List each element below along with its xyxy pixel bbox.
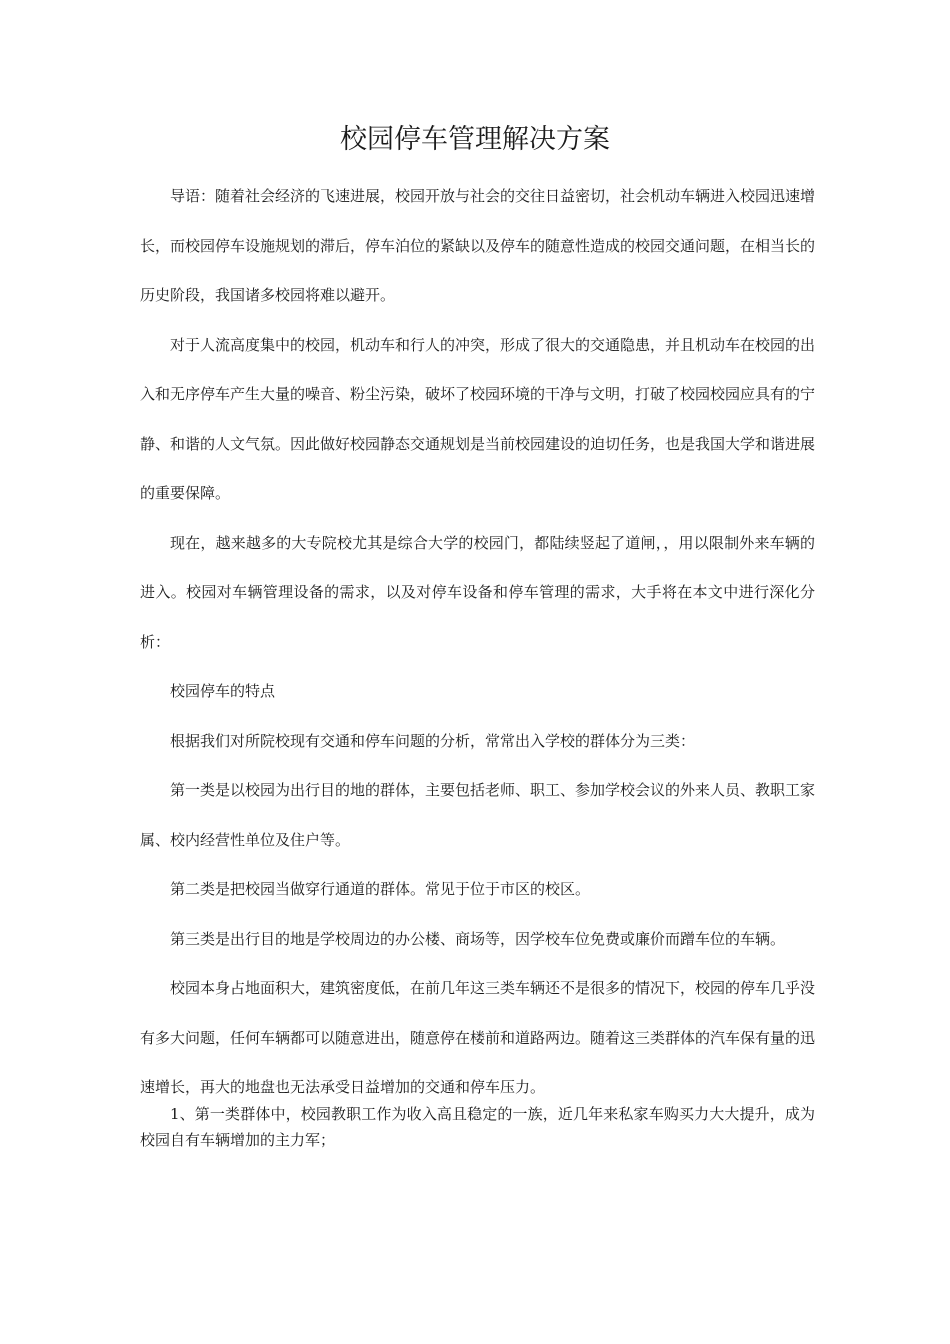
paragraph-intro: 导语：随着社会经济的飞速进展，校园开放与社会的交往日益密切，社会机动车辆进入校园迅速增长，而校园停车设施规划的滞后，停车泊位的紧缺以及停车的随意性造成的校园交通问题，在相当长的历史阶段，我国诸多校园将难以避开。 xyxy=(140,187,816,304)
paragraph-group-two: 第二类是把校园当做穿行通道的群体。常见于位于市区的校区。 xyxy=(170,880,591,898)
paragraph-analysis: 根据我们对所院校现有交通和停车问题的分析，常常出入学校的群体分为三类： xyxy=(170,731,696,750)
paragraph-group-three: 第三类是出行目的地是学校周边的办公楼、商场等，因学校车位免费或廉价而蹭车位的车辆。 xyxy=(170,929,786,948)
paragraph-group-one: 第一类是以校园为出行目的地的群体，主要包括老师、职工、参加学校会议的外来人员、教职工家属、校内经营性单位及住户等。 xyxy=(140,781,816,849)
document-title: 校园停车管理解决方案 xyxy=(340,124,610,155)
paragraph-pressure: 校园本身占地面积大，建筑密度低，在前几年这三类车辆还不是很多的情况下，校园的停车几乎没有多大问题，任何车辆都可以随意进出，随意停在楼前和道路两边。随着这三类群体的汽车保有量的迅速增长，再大的地盘也无法承受日益增加的交通和停车压力。 xyxy=(140,979,816,1096)
document-body xyxy=(140,172,815,1153)
section-heading: 校园停车的特点 xyxy=(170,682,276,700)
list-item-one: 1、第一类群体中，校园教职工作为收入高且稳定的一族，近几年来私家车购买力大大提升，成为校园自有车辆增加的主力军； xyxy=(140,1104,815,1149)
paragraph-gates: 现在，越来越多的大专院校尤其是综合大学的校园门，都陆续竖起了道闸，，用以限制外来车辆的进入。校园对车辆管理设备的需求，以及对停车设备和停车管理的需求，大手将在本文中进行深化分析： xyxy=(140,533,815,651)
paragraph-conflict: 对于人流高度集中的校园，机动车和行人的冲突，形成了很大的交通隐患，并且机动车在校园的出入和无序停车产生大量的噪音、粉尘污染，破坏了校园环境的干净与文明，打破了校园校园应具有的宁静、和谐的人文气氛。因此做好校园静态交通规划是当前校园建设的迫切任务，也是我国大学和谐进展的重要保障。 xyxy=(140,335,816,502)
